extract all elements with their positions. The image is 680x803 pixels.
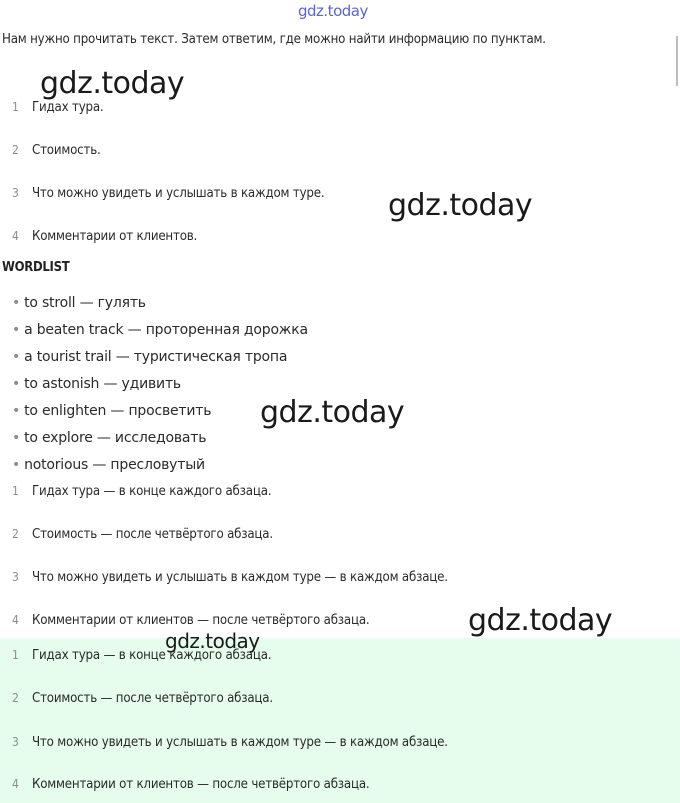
wordlist-item xyxy=(12,349,287,369)
wordlist-text: to astonish — удивить xyxy=(24,376,181,392)
task-number: 1 xyxy=(12,100,19,114)
wordlist-text: to explore — исследовать xyxy=(24,430,207,446)
answer-text: Что можно увидеть и услышать в каждом туре — в каждом абзаце. xyxy=(32,570,448,585)
wordlist-text: a beaten track — проторенная дорожка xyxy=(24,322,308,338)
answer-text: Комментарии от клиентов — после четвёртого абзаца. xyxy=(32,613,370,628)
answer-number: 4 xyxy=(12,777,19,791)
watermark: gdz.today xyxy=(165,629,260,653)
answer-number: 3 xyxy=(12,735,19,749)
answer-number: 4 xyxy=(12,613,19,627)
bullet-icon: • xyxy=(12,457,21,473)
bullet-icon: • xyxy=(12,349,21,365)
wordlist-item xyxy=(12,430,206,450)
task-text: Комментарии от клиентов. xyxy=(32,229,198,244)
bullet-icon: • xyxy=(12,295,21,311)
answer-text: Гидах тура — в конце каждого абзаца. xyxy=(32,648,272,663)
scrollbar-thumb[interactable] xyxy=(676,36,678,86)
task-text: Стоимость. xyxy=(32,143,101,158)
task-number: 4 xyxy=(12,229,19,243)
intro-text: Нам нужно прочитать текст. Затем ответим, где можно найти информацию по пунктам. xyxy=(2,32,546,47)
wordlist-item xyxy=(12,403,211,423)
watermark: gdz.today xyxy=(388,188,533,223)
wordlist-text: a tourist trail — туристическая тропа xyxy=(24,349,288,365)
watermark: gdz.today xyxy=(260,395,405,430)
wordlist-item xyxy=(12,376,181,396)
answer-number: 1 xyxy=(12,484,19,498)
wordlist-text: to stroll — гулять xyxy=(24,295,146,311)
wordlist-text: notorious — пресловутый xyxy=(24,457,205,473)
answer-text: Стоимость — после четвёртого абзаца. xyxy=(32,527,273,542)
task-text: Что можно увидеть и услышать в каждом туре. xyxy=(32,186,325,201)
answer-number: 3 xyxy=(12,570,19,584)
watermark-top: gdz.today xyxy=(298,2,368,20)
wordlist-item xyxy=(12,322,308,342)
answer-number: 2 xyxy=(12,527,19,541)
task-number: 2 xyxy=(12,143,19,157)
answer-text: Гидах тура — в конце каждого абзаца. xyxy=(32,484,272,499)
answer-text: Что можно увидеть и услышать в каждом туре — в каждом абзаце. xyxy=(32,735,448,750)
wordlist-item xyxy=(12,295,146,315)
wordlist-item xyxy=(12,457,205,477)
bullet-icon: • xyxy=(12,403,21,419)
task-number: 3 xyxy=(12,186,19,200)
answer-text: Стоимость — после четвёртого абзаца. xyxy=(32,691,273,706)
answer-number: 2 xyxy=(12,691,19,705)
wordlist-text: to enlighten — просветить xyxy=(24,403,212,419)
bullet-icon: • xyxy=(12,430,21,446)
watermark: gdz.today xyxy=(468,603,613,638)
answer-text: Комментарии от клиентов — после четвёртого абзаца. xyxy=(32,777,370,792)
watermark: gdz.today xyxy=(40,66,185,101)
bullet-icon: • xyxy=(12,376,21,392)
wordlist-heading: WORDLIST xyxy=(2,260,70,275)
bullet-icon: • xyxy=(12,322,21,338)
task-text: Гидах тура. xyxy=(32,100,104,115)
answer-number: 1 xyxy=(12,648,19,662)
